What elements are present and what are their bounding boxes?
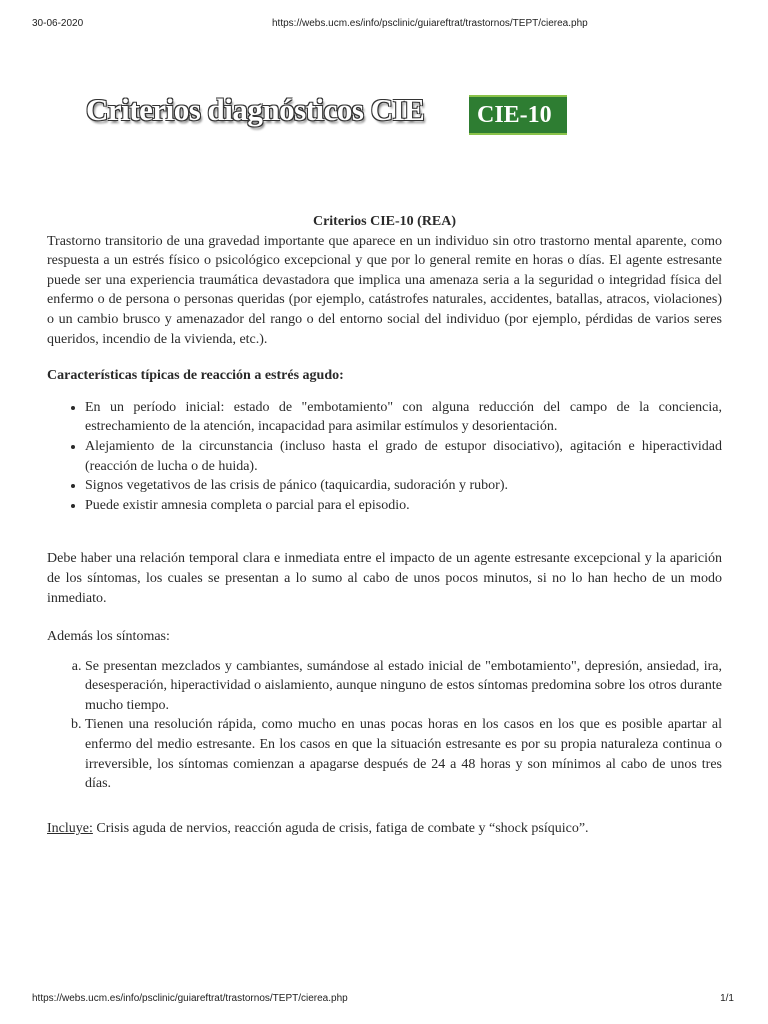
characteristics-list (47, 398, 722, 516)
banner-title: Criterios diagnósticos CIE (86, 92, 425, 127)
characteristics-heading: Características típicas de reacción a estrés agudo: (47, 368, 344, 384)
cie-10-badge: CIE-10 (469, 95, 567, 135)
section-title: Criterios CIE-10 (REA) (312, 214, 457, 229)
list-item: • Signos vegetativos de las crisis de pánico (taquicardia, sudoración y rubor). (85, 476, 722, 496)
list-item: • Alejamiento de la circunstancia (incluso hasta el grado de estupor disociativo), agitación e hiperactividad (reacción de lucha o de huida). (85, 437, 722, 476)
page-number: 1/1 (720, 993, 734, 1004)
ademas-heading: Además los síntomas: (47, 629, 170, 645)
list-item: • En un período inicial: estado de "embotamiento" con alguna reducción del campo de la conciencia, estrechamiento de la atención, incapacidad para asimilar estímulos y desorientación. (85, 398, 722, 437)
temporal-paragraph: Debe haber una relación temporal clara e inmediata entre el impacto de un agente estresante excepcional y la aparición de los síntomas, los cuales se presentan a lo sumo al cabo de unos pocos minutos, si no lo han hecho de un modo inmediato. (47, 551, 722, 606)
incluye-text: Crisis aguda de nervios, reacción aguda de crisis, fatiga de combate y “shock psíquico”. (92, 820, 589, 836)
list-item: b. Tienen una resolución rápida, como mucho en unas pocas horas en los casos en los que es posible apartar al enfermo del medio estresante. En los casos en que la situación estresante es por su propia naturaleza continua o irreversible, los síntomas comienzan a apagarse después de 24 a 48 horas y son mínimos al cabo de unos tres días. (85, 715, 722, 793)
intro-paragraph: Trastorno transitorio de una gravedad importante que aparece en un individuo sin otro trastorno mental aparente, como respuesta a un estrés físico o psicológico excepcional y que por lo general remite en horas o días. El agente estresante puede ser una experiencia traumática devastadora que implica una amenaza seria a la seguridad o integridad física del enfermo o de persona o personas queridas (por ejemplo, catástrofes naturales, accidentes, batallas, atracos, violaciones) o un cambio brusco y amenazador del rango o del entorno social del individuo (por ejemplo, pérdidas de varios seres queridos, incendio de la vivienda, etc.). (47, 233, 722, 347)
incluye-paragraph (47, 819, 722, 839)
print-footer-url: https://webs.ucm.es/info/psclinic/guiareftrat/trastornos/TEPT/cierea.php (32, 993, 348, 1004)
print-header-url: https://webs.ucm.es/info/psclinic/guiareftrat/trastornos/TEPT/cierea.php (272, 18, 588, 29)
list-item: a. Se presentan mezclados y cambiantes, sumándose al estado inicial de "embotamiento", depresión, ansiedad, ira, desesperación, hiperactividad o aislamiento, aunque ninguno de estos síntomas predomina sobre los otros durante mucho tiempo. (85, 657, 722, 716)
list-item: • Puede existir amnesia completa o parcial para el episodio. (85, 496, 722, 516)
document-body (47, 212, 722, 838)
print-date: 30-06-2020 (32, 18, 84, 29)
incluye-label: Incluye: (47, 820, 93, 836)
symptoms-list (47, 657, 722, 794)
